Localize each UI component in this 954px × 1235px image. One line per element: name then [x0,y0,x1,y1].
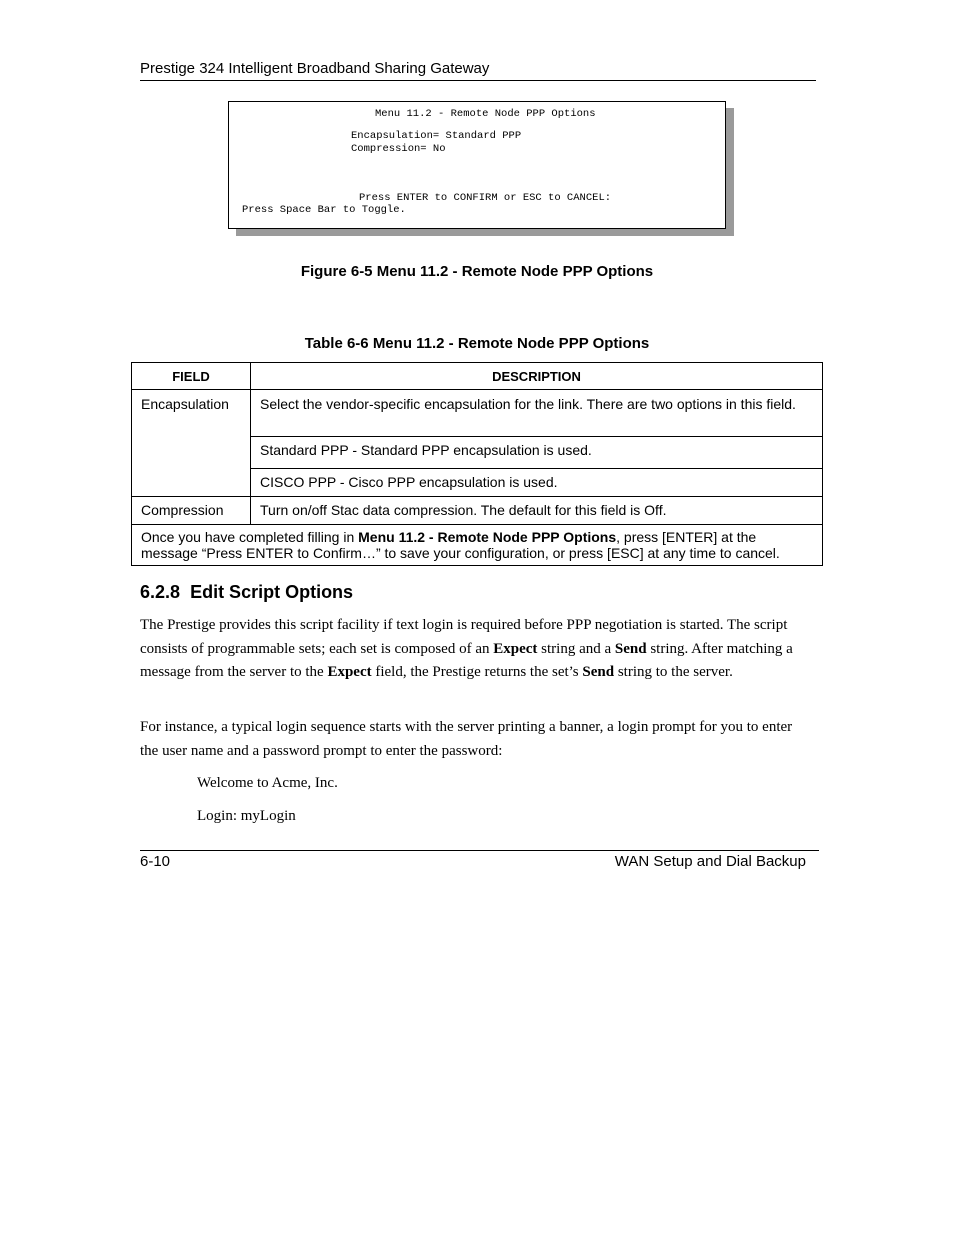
table-row [132,390,823,437]
p1-expect: Expect [327,664,372,680]
footer-rule [140,850,819,851]
terminal-screen [228,101,726,229]
section-heading [140,582,353,603]
terminal-toggle-hint: Press Space Bar to Toggle. [242,204,406,216]
header-description: DESCRIPTION [251,363,823,390]
desc-compression: Turn on/off Stac data compression. The default for this field is Off. [251,497,823,525]
p1-text: string and a [537,640,615,657]
p1-text: The Prestige provides this script facility if text login is required before PPP negotiation is started. The script consists of programmable sets; each set is composed of an [140,617,788,657]
note-text-start: Once you have completed filling in [141,529,359,545]
field-encapsulation: Encapsulation [132,390,251,497]
table-row [132,525,823,566]
terminal-compression: Compression= No [351,143,446,155]
page-number: 6-10 [140,853,171,870]
running-header: Prestige 324 Intelligent Broadband Sharing Gateway [140,60,490,77]
desc-encapsulation: Select the vendor-specific encapsulation for the link. There are two options in this field. [251,390,823,437]
header-rule [140,80,816,81]
p1-text: string. After matching a message from the server to the [140,640,793,680]
p1-text: field, the Prestige returns the set’s [371,664,583,680]
terminal-confirm-prompt: Press ENTER to CONFIRM or ESC to CANCEL: [359,192,612,204]
options-table [131,362,823,566]
note-menu-name: Menu 11.2 - Remote Node PPP Options [358,529,617,545]
terminal-title: Menu 11.2 - Remote Node PPP Options [375,108,596,120]
p1-send: Send [614,640,647,657]
desc-cisco-ppp: CISCO PPP - Cisco PPP encapsulation is used. [251,469,823,497]
p1-send: Send [582,664,615,680]
table-row [132,497,823,525]
p1-expect: Expect [493,640,538,657]
example-login: Login: myLogin [197,808,296,824]
p1-text: string to the server. [614,664,733,680]
terminal-encapsulation: Encapsulation= Standard PPP [351,130,522,142]
desc-standard-ppp: Standard PPP - Standard PPP encapsulation is used. [251,437,823,469]
table-note [132,525,823,566]
table-header-row [132,363,823,390]
note-text-end: , press [ENTER] at the message “Press ENTER to Confirm…” to save your configuration, or press [ESC] at any time to cancel. [141,529,780,561]
paragraph-login-sequence: For instance, a typical login sequence starts with the server printing a banner, a login prompt for you to enter the user name and a password prompt to enter the password: [140,719,793,759]
example-banner: Welcome to Acme, Inc. [197,775,338,791]
figure-caption: Figure 6-5 Menu 11.2 - Remote Node PPP Options [300,263,654,280]
chapter-title: WAN Setup and Dial Backup [614,853,806,870]
section-number: 6.2.8 [140,582,181,602]
paragraph-script-facility [140,614,800,685]
section-title: Edit Script Options [190,582,354,602]
field-compression: Compression [132,497,251,525]
header-field: FIELD [132,363,251,390]
table-caption: Table 6-6 Menu 11.2 - Remote Node PPP Options [304,335,650,352]
